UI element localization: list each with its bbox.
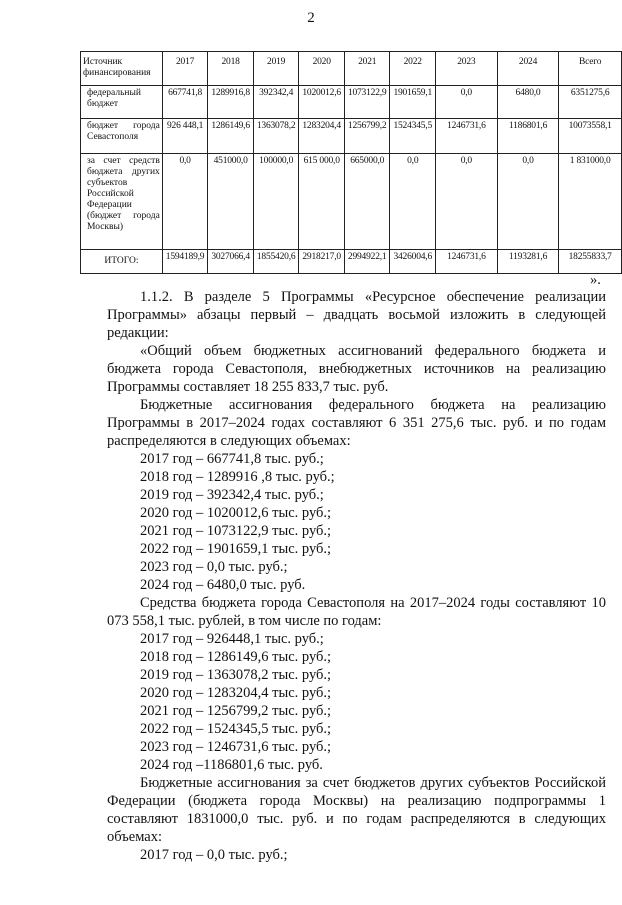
header-year: 2023	[436, 52, 498, 86]
table-cell: 0,0	[162, 154, 208, 250]
table-cell: 1363078,2	[253, 119, 299, 154]
table-cell: 1020012,6	[299, 86, 345, 119]
row-source: бюджет города Севастополя	[81, 119, 163, 154]
table-cell: 2994922,1	[344, 250, 390, 274]
table-row	[81, 119, 622, 154]
table-total-row	[81, 250, 622, 274]
header-total: Всего	[559, 52, 622, 86]
table-cell: 0,0	[497, 154, 559, 250]
header-source: Источник финансирования	[81, 52, 163, 86]
list-item: 2022 год – 1524345,5 тыс. руб.;	[140, 721, 332, 737]
table-cell: 615 000,0	[299, 154, 345, 250]
table-cell: 6480,0	[497, 86, 559, 119]
body-text	[107, 288, 606, 864]
table-cell: 1186801,6	[497, 119, 559, 154]
list-item: 2018 год – 1289916 ,8 тыс. руб.;	[140, 469, 335, 485]
table-cell: 1246731,6	[436, 250, 498, 274]
list-item: 2021 год – 1256799,2 тыс. руб.;	[140, 703, 332, 719]
table-cell: 451000,0	[208, 154, 254, 250]
header-year: 2021	[344, 52, 390, 86]
table-cell-total: 10073558,1	[559, 119, 622, 154]
table-cell: 1283204,4	[299, 119, 345, 154]
table-cell: 0,0	[390, 154, 436, 250]
page-number: 2	[307, 10, 315, 26]
table-cell: 665000,0	[344, 154, 390, 250]
table-cell: 667741,8	[162, 86, 208, 119]
header-year: 2024	[497, 52, 559, 86]
list-item: 2017 год – 667741,8 тыс. руб.;	[140, 451, 324, 467]
table-cell: 0,0	[436, 154, 498, 250]
table-cell: 1286149,6	[208, 119, 254, 154]
list-item: 2018 год – 1286149,6 тыс. руб.;	[140, 649, 332, 665]
list-item: 2020 год – 1020012,6 тыс. руб.;	[140, 505, 332, 521]
table-cell-total: 1 831000,0	[559, 154, 622, 250]
table-cell: 1594189,9	[162, 250, 208, 274]
list-item: 2023 год – 1246731,6 тыс. руб.;	[140, 739, 332, 755]
table-cell: 1524345,5	[390, 119, 436, 154]
table-cell: 3426004,6	[390, 250, 436, 274]
table-cell: 1246731,6	[436, 119, 498, 154]
row-source: за счет средств бюджета других субъектов Российской Федерации (бюджет города Москвы)	[81, 154, 163, 250]
table-cell: 100000,0	[253, 154, 299, 250]
table-cell-grand-total: 18255833,7	[559, 250, 622, 274]
table-cell: 1289916,8	[208, 86, 254, 119]
paragraph: 1.1.2. В разделе 5 Программы «Ресурсное обеспечение реализации Программы» абзацы первый – двадцать восьмой изложить в следующей редакции:	[107, 289, 606, 341]
table-cell: 926 448,1	[162, 119, 208, 154]
paragraph: Бюджетные ассигнования за счет бюджетов других субъектов Российской Федерации (бюджета города Москвы) на реализацию подпрограммы 1 составляют 1831000,0 тыс. руб. и по годам распределяются в следующих объемах:	[107, 775, 606, 845]
table-cell: 1901659,1	[390, 86, 436, 119]
header-year: 2020	[299, 52, 345, 86]
list-item: 2017 год – 926448,1 тыс. руб.;	[140, 631, 324, 647]
funding-table	[80, 51, 622, 274]
list-item: 2020 год – 1283204,4 тыс. руб.;	[140, 685, 332, 701]
row-source: федеральный бюджет	[81, 86, 163, 119]
table-row	[81, 154, 622, 250]
header-year: 2018	[208, 52, 254, 86]
table-cell: 392342,4	[253, 86, 299, 119]
total-label: ИТОГО:	[81, 250, 163, 274]
table-header-row	[81, 52, 622, 86]
table-cell-total: 6351275,6	[559, 86, 622, 119]
list-item: 2017 год – 0,0 тыс. руб.;	[140, 847, 288, 863]
closing-quote: ».	[590, 272, 601, 288]
list-item: 2023 год – 0,0 тыс. руб.;	[140, 559, 288, 575]
list-item: 2021 год – 1073122,9 тыс. руб.;	[140, 523, 332, 539]
table-cell: 1855420,6	[253, 250, 299, 274]
table-cell: 1193281,6	[497, 250, 559, 274]
table-cell: 2918217,0	[299, 250, 345, 274]
table-cell: 3027066,4	[208, 250, 254, 274]
header-year: 2019	[253, 52, 299, 86]
table-cell: 0,0	[436, 86, 498, 119]
header-year: 2017	[162, 52, 208, 86]
paragraph: Бюджетные ассигнования федерального бюджета на реализацию Программы в 2017–2024 годах составляют 6 351 275,6 тыс. руб. и по годам распределяются в следующих объемах:	[107, 397, 606, 449]
paragraph: «Общий объем бюджетных ассигнований федерального бюджета и бюджета города Севастополя, внебюджетных источников на реализацию Программы составляет 18 255 833,7 тыс. руб.	[107, 343, 606, 395]
table-cell: 1256799,2	[344, 119, 390, 154]
header-year: 2022	[390, 52, 436, 86]
list-item: 2024 год –1186801,6 тыс. руб.	[140, 757, 323, 773]
table-cell: 1073122,9	[344, 86, 390, 119]
paragraph: Средства бюджета города Севастополя на 2017–2024 годы составляют 10 073 558,1 тыс. рублей, в том числе по годам:	[107, 595, 606, 629]
list-item: 2019 год – 392342,4 тыс. руб.;	[140, 487, 324, 503]
list-item: 2022 год – 1901659,1 тыс. руб.;	[140, 541, 332, 557]
list-item: 2019 год – 1363078,2 тыс. руб.;	[140, 667, 332, 683]
list-item: 2024 год – 6480,0 тыс. руб.	[140, 577, 306, 593]
table-row	[81, 86, 622, 119]
